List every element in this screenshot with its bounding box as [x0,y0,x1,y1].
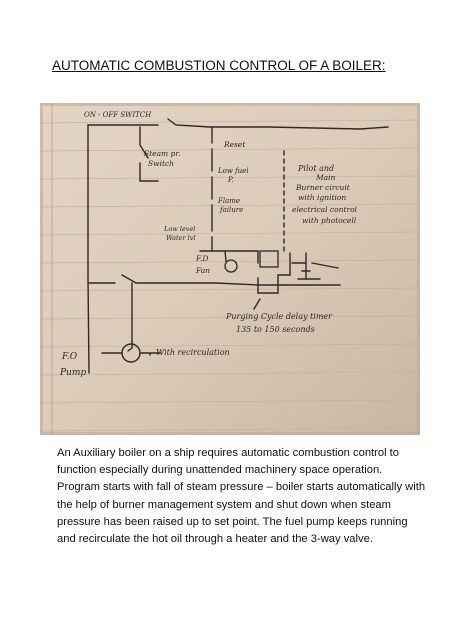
label-reset: Reset [224,140,246,149]
label-steam-pr-switch-2: Switch [148,159,175,168]
label-steam-pr-switch: Steam pr. [144,149,181,158]
label-purging-cycle: Purging Cycle delay timer [226,312,332,321]
label-pilot-3: Burner circuit [296,183,350,192]
label-low-fuel: Low fuel [218,167,249,175]
body-paragraph: An Auxiliary boiler on a ship requires automatic combustion control to function especially during unattended machinery space operation. Program starts with fall of steam pressure – boiler starts automatically with the help of burner management system and shut down when steam pressure has been raised up to set point. The fuel pump keeps running and recirculate the hot oil through a heater and the 3-way valve. [57,447,426,546]
label-low-level: Low level [164,225,196,233]
label-low-fuel-2: P. [228,176,234,184]
label-fo: F.O [62,352,78,362]
label-fd: F.D [196,254,209,263]
label-flame-failure-2: failure [220,206,244,214]
document-title: AUTOMATIC COMBUSTION CONTROL OF A BOILER: [52,58,386,73]
circuit-diagram-photo [40,103,420,435]
label-pilot: Pilot and [298,164,335,173]
label-recirculation: With recirculation [156,348,230,357]
label-pilot-2: Main [316,173,336,182]
label-pump: Pump [60,368,87,378]
label-low-level-2: Water lvl [166,234,196,242]
label-pilot-4: with ignition [298,193,347,202]
label-flame-failure: Flame [218,197,241,205]
label-fan: Fan [196,266,210,275]
paper-background [40,103,420,435]
label-pilot-5: electrical control [292,205,357,214]
label-purging-seconds: 135 to 150 seconds [236,325,315,334]
label-pilot-6: with photocell [302,216,357,225]
circuit-diagram [40,103,420,435]
label-on-off-switch: ON - OFF SWITCH [84,111,152,119]
